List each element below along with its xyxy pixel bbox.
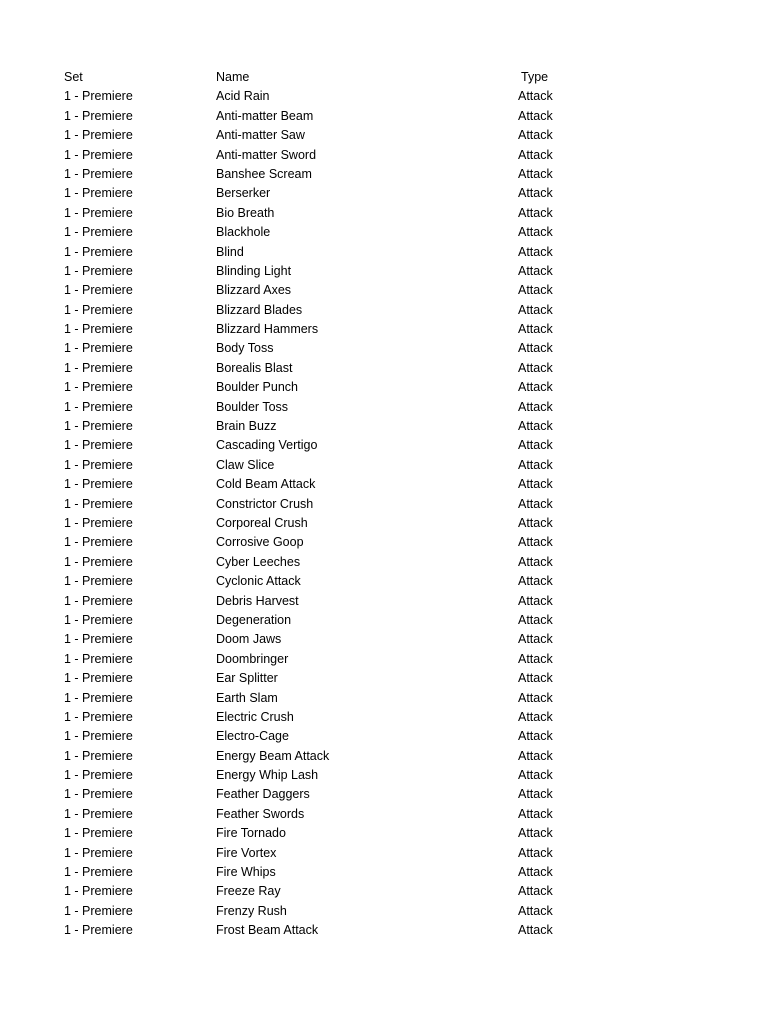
cell-type: Attack	[518, 496, 553, 511]
cell-name: Anti-matter Saw	[216, 128, 305, 143]
cell-name: Corrosive Goop	[216, 535, 304, 550]
cell-set: 1 - Premiere	[64, 244, 133, 259]
cell-type: Attack	[518, 845, 553, 860]
cell-set: 1 - Premiere	[64, 671, 133, 686]
table-row	[0, 146, 768, 165]
table-row	[0, 650, 768, 669]
cell-type: Attack	[518, 612, 553, 627]
cell-type: Attack	[518, 399, 553, 414]
cell-set: 1 - Premiere	[64, 438, 133, 453]
cell-set: 1 - Premiere	[64, 515, 133, 530]
cell-set: 1 - Premiere	[64, 923, 133, 938]
cell-name: Freeze Ray	[216, 884, 281, 899]
cell-set: 1 - Premiere	[64, 263, 133, 278]
table-row	[0, 805, 768, 824]
cell-name: Cyclonic Attack	[216, 574, 301, 589]
table-row	[0, 747, 768, 766]
cell-type: Attack	[518, 748, 553, 763]
cell-name: Brain Buzz	[216, 419, 277, 434]
cell-name: Blind	[216, 244, 244, 259]
cell-set: 1 - Premiere	[64, 632, 133, 647]
header-row	[0, 68, 768, 87]
cell-name: Blinding Light	[216, 263, 292, 278]
table-body	[0, 87, 768, 940]
column-header-name: Name	[216, 70, 250, 84]
table-row	[0, 689, 768, 708]
cell-set: 1 - Premiere	[64, 360, 133, 375]
table-row	[0, 669, 768, 688]
cell-type: Attack	[518, 515, 553, 530]
cell-type: Attack	[518, 205, 553, 220]
cell-name: Claw Slice	[216, 457, 275, 472]
column-header-type: Type	[521, 70, 549, 84]
cell-name: Fire Tornado	[216, 826, 286, 841]
cell-name: Feather Daggers	[216, 787, 310, 802]
cell-set: 1 - Premiere	[64, 903, 133, 918]
cell-set: 1 - Premiere	[64, 612, 133, 627]
cell-set: 1 - Premiere	[64, 496, 133, 511]
cell-name: Degeneration	[216, 612, 292, 627]
data-table	[0, 68, 768, 941]
table-row	[0, 281, 768, 300]
cell-name: Blizzard Blades	[216, 302, 303, 317]
table-row	[0, 824, 768, 843]
cell-set: 1 - Premiere	[64, 535, 133, 550]
cell-name: Fire Vortex	[216, 845, 277, 860]
table-row	[0, 514, 768, 533]
table-row	[0, 87, 768, 106]
table-row	[0, 572, 768, 591]
table-row	[0, 533, 768, 552]
cell-type: Attack	[518, 147, 553, 162]
cell-set: 1 - Premiere	[64, 108, 133, 123]
cell-name: Cyber Leeches	[216, 554, 301, 569]
cell-type: Attack	[518, 360, 553, 375]
table-row	[0, 339, 768, 358]
cell-name: Electric Crush	[216, 709, 294, 724]
cell-name: Fire Whips	[216, 865, 276, 880]
table-row	[0, 243, 768, 262]
cell-name: Energy Whip Lash	[216, 768, 319, 783]
cell-set: 1 - Premiere	[64, 806, 133, 821]
table-row	[0, 126, 768, 145]
cell-type: Attack	[518, 477, 553, 492]
cell-set: 1 - Premiere	[64, 225, 133, 240]
cell-name: Anti-matter Sword	[216, 147, 317, 162]
table-row	[0, 844, 768, 863]
cell-name: Banshee Scream	[216, 166, 312, 181]
cell-type: Attack	[518, 263, 553, 278]
cell-name: Energy Beam Attack	[216, 748, 330, 763]
cell-type: Attack	[518, 787, 553, 802]
cell-type: Attack	[518, 244, 553, 259]
cell-name: Bio Breath	[216, 205, 275, 220]
table-row	[0, 204, 768, 223]
cell-set: 1 - Premiere	[64, 89, 133, 104]
cell-set: 1 - Premiere	[64, 457, 133, 472]
table-row	[0, 863, 768, 882]
cell-set: 1 - Premiere	[64, 748, 133, 763]
table-row	[0, 359, 768, 378]
table-row	[0, 301, 768, 320]
table-row	[0, 417, 768, 436]
cell-set: 1 - Premiere	[64, 147, 133, 162]
cell-type: Attack	[518, 671, 553, 686]
cell-set: 1 - Premiere	[64, 477, 133, 492]
cell-set: 1 - Premiere	[64, 768, 133, 783]
cell-type: Attack	[518, 826, 553, 841]
table-row	[0, 708, 768, 727]
table-row	[0, 766, 768, 785]
cell-name: Constrictor Crush	[216, 496, 314, 511]
cell-set: 1 - Premiere	[64, 554, 133, 569]
cell-set: 1 - Premiere	[64, 651, 133, 666]
cell-set: 1 - Premiere	[64, 419, 133, 434]
cell-set: 1 - Premiere	[64, 593, 133, 608]
cell-set: 1 - Premiere	[64, 380, 133, 395]
cell-type: Attack	[518, 632, 553, 647]
cell-set: 1 - Premiere	[64, 709, 133, 724]
column-header-set: Set	[64, 70, 83, 84]
cell-type: Attack	[518, 690, 553, 705]
cell-name: Debris Harvest	[216, 593, 299, 608]
table-row	[0, 475, 768, 494]
table-row	[0, 592, 768, 611]
cell-type: Attack	[518, 457, 553, 472]
cell-type: Attack	[518, 166, 553, 181]
cell-set: 1 - Premiere	[64, 283, 133, 298]
cell-type: Attack	[518, 729, 553, 744]
cell-set: 1 - Premiere	[64, 826, 133, 841]
cell-set: 1 - Premiere	[64, 574, 133, 589]
cell-name: Frenzy Rush	[216, 903, 287, 918]
cell-type: Attack	[518, 322, 553, 337]
cell-set: 1 - Premiere	[64, 865, 133, 880]
cell-type: Attack	[518, 768, 553, 783]
cell-name: Doombringer	[216, 651, 289, 666]
cell-name: Earth Slam	[216, 690, 278, 705]
cell-set: 1 - Premiere	[64, 322, 133, 337]
cell-name: Blackhole	[216, 225, 271, 240]
cell-set: 1 - Premiere	[64, 128, 133, 143]
cell-set: 1 - Premiere	[64, 787, 133, 802]
cell-name: Blizzard Axes	[216, 283, 292, 298]
cell-name: Feather Swords	[216, 806, 305, 821]
cell-type: Attack	[518, 438, 553, 453]
cell-name: Berserker	[216, 186, 271, 201]
cell-name: Borealis Blast	[216, 360, 293, 375]
cell-type: Attack	[518, 884, 553, 899]
cell-type: Attack	[518, 865, 553, 880]
table-row	[0, 456, 768, 475]
table-row	[0, 882, 768, 901]
cell-set: 1 - Premiere	[64, 166, 133, 181]
cell-type: Attack	[518, 283, 553, 298]
cell-set: 1 - Premiere	[64, 205, 133, 220]
table-row	[0, 184, 768, 203]
table-row	[0, 785, 768, 804]
cell-type: Attack	[518, 923, 553, 938]
cell-set: 1 - Premiere	[64, 845, 133, 860]
cell-set: 1 - Premiere	[64, 690, 133, 705]
cell-name: Body Toss	[216, 341, 274, 356]
cell-name: Electro-Cage	[216, 729, 289, 744]
cell-set: 1 - Premiere	[64, 884, 133, 899]
cell-name: Frost Beam Attack	[216, 923, 319, 938]
table-row	[0, 436, 768, 455]
cell-set: 1 - Premiere	[64, 186, 133, 201]
cell-type: Attack	[518, 574, 553, 589]
cell-type: Attack	[518, 651, 553, 666]
cell-type: Attack	[518, 709, 553, 724]
cell-name: Acid Rain	[216, 89, 270, 104]
cell-name: Boulder Punch	[216, 380, 299, 395]
cell-name: Anti-matter Beam	[216, 108, 314, 123]
table-row	[0, 630, 768, 649]
cell-name: Cold Beam Attack	[216, 477, 316, 492]
table-row	[0, 107, 768, 126]
table-row	[0, 727, 768, 746]
cell-type: Attack	[518, 128, 553, 143]
table-row	[0, 611, 768, 630]
cell-type: Attack	[518, 903, 553, 918]
table-row	[0, 921, 768, 940]
cell-name: Blizzard Hammers	[216, 322, 319, 337]
cell-type: Attack	[518, 341, 553, 356]
table-row	[0, 902, 768, 921]
cell-set: 1 - Premiere	[64, 729, 133, 744]
cell-set: 1 - Premiere	[64, 341, 133, 356]
cell-name: Boulder Toss	[216, 399, 289, 414]
cell-type: Attack	[518, 419, 553, 434]
cell-type: Attack	[518, 89, 553, 104]
table-row	[0, 320, 768, 339]
table-row	[0, 495, 768, 514]
table-row	[0, 223, 768, 242]
cell-type: Attack	[518, 225, 553, 240]
table-row	[0, 165, 768, 184]
cell-type: Attack	[518, 302, 553, 317]
table-row	[0, 262, 768, 281]
cell-set: 1 - Premiere	[64, 399, 133, 414]
table-row	[0, 398, 768, 417]
table-row	[0, 378, 768, 397]
cell-name: Doom Jaws	[216, 632, 282, 647]
cell-name: Ear Splitter	[216, 671, 278, 686]
cell-type: Attack	[518, 554, 553, 569]
table-row	[0, 553, 768, 572]
cell-type: Attack	[518, 806, 553, 821]
cell-name: Corporeal Crush	[216, 515, 308, 530]
cell-type: Attack	[518, 186, 553, 201]
cell-name: Cascading Vertigo	[216, 438, 318, 453]
cell-type: Attack	[518, 535, 553, 550]
cell-type: Attack	[518, 380, 553, 395]
cell-set: 1 - Premiere	[64, 302, 133, 317]
cell-type: Attack	[518, 593, 553, 608]
cell-type: Attack	[518, 108, 553, 123]
